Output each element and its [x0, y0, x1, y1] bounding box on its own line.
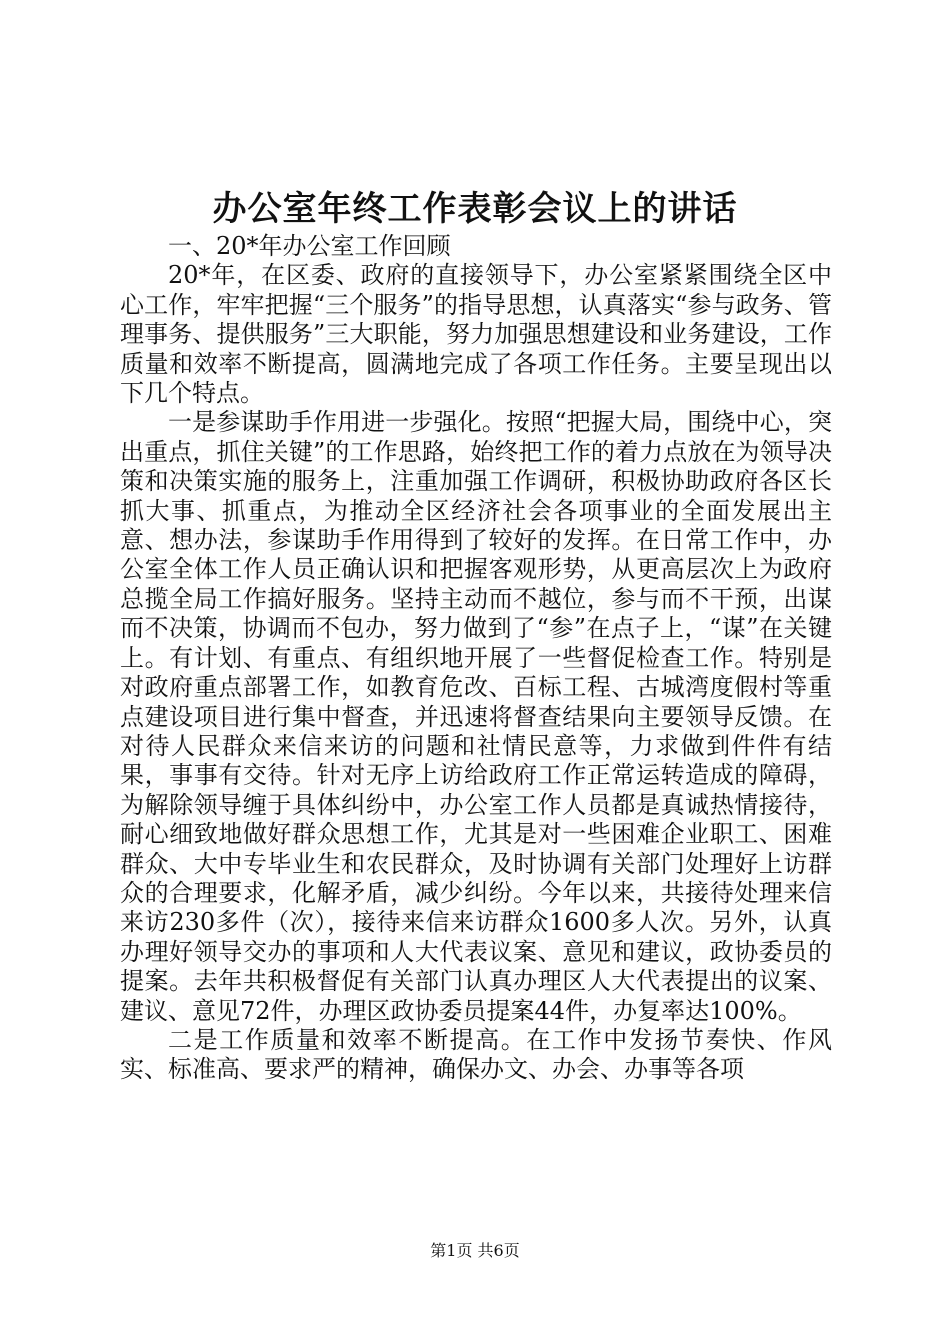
- body-paragraph: 二是工作质量和效率不断提高。在工作中发扬节奏快、作风实、标准高、要求严的精神，确保办文、办会、办事等各项: [120, 1025, 832, 1084]
- page-number-footer: 第1页 共6页: [430, 1241, 520, 1260]
- body-paragraph: 20*年，在区委、政府的直接领导下，办公室紧紧围绕全区中心工作，牢牢把握“三个服务”的指导思想，认真落实“参与政务、管理事务、提供服务”三大职能，努力加强思想建设和业务建设，工作质量和效率不断提高，圆满地完成了各项工作任务。主要呈现出以下几个特点。: [120, 261, 832, 408]
- body-paragraph: 一是参谋助手作用进一步强化。按照“把握大局，围绕中心，突出重点，抓住关键”的工作思路，始终把工作的着力点放在为领导决策和决策实施的服务上，注重加强工作调研，积极协助政府各区长抓大事、抓重点，为推动全区经济社会各项事业的全面发展出主意、想办法，参谋助手作用得到了较好的发挥。在日常工作中，办公室全体工作人员正确认识和把握客观形势，从更高层次上为政府总揽全局工作搞好服务。坚持主动而不越位，参与而不干预，出谋而不决策，协调而不包办，努力做到了“参”在点子上，“谋”在关键上。有计划、有重点、有组织地开展了一些督促检查工作。特别是对政府重点部署工作，如教育危改、百标工程、古城湾度假村等重点建设项目进行集中督查，并迅速将督查结果向主要领导反馈。在对待人民群众来信来访的问题和社情民意等，力求做到件件有结果，事事有交待。针对无序上访给政府工作正常运转造成的障碍，为解除领导缠于具体纠纷中，办公室工作人员都是真诚热情接待，耐心细致地做好群众思想工作，尤其是对一些困难企业职工、困难群众、大中专毕业生和农民群众，及时协调有关部门处理好上访群众的合理要求，化解矛盾，减少纠纷。今年以来，共接待处理来信来访230多件（次），接待来信来访群众1600多人次。另外，认真办理好领导交办的事项和人大代表议案、意见和建议，政协委员的提案。去年共积极督促有关部门认真办理区人大代表提出的议案、建议、意见72件，办理区政协委员提案44件，办复率达100%。: [120, 408, 832, 1025]
- section-heading: 一、20*年办公室工作回顾: [168, 232, 451, 260]
- document-body: [120, 232, 832, 1085]
- document-title: 办公室年终工作表彰会议上的讲话: [212, 189, 738, 229]
